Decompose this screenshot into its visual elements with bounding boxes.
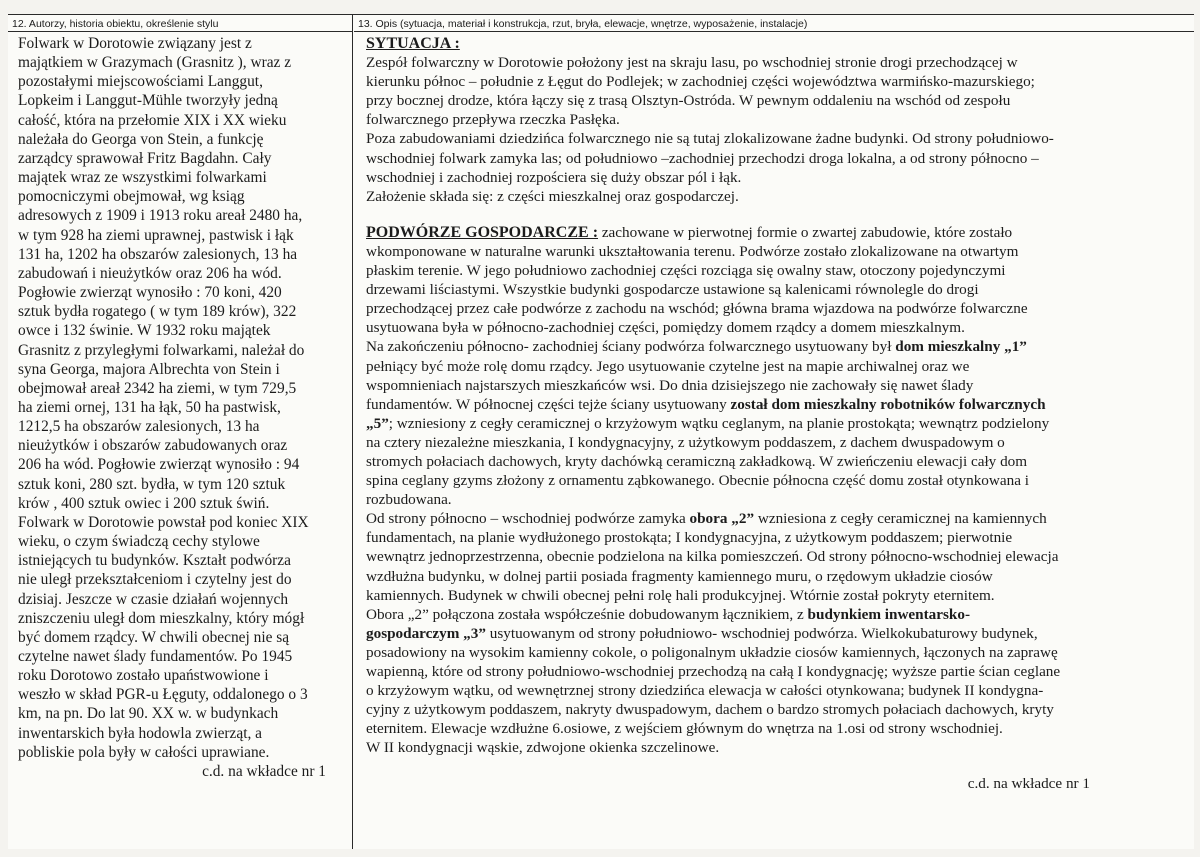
history-line: Folwark w Dorotowie powstał pod koniec XIX [18,513,309,531]
history-column-header: 12. Autorzy, historia obiektu, określenie stylu [8,15,352,32]
history-line: całość, która na przełomie XIX i XX wieku [18,111,287,129]
history-line: inwentarskich była hodowla zwierząt, a [18,724,263,742]
text-line: płaskim terenie. W jego południowo zachodniej części rozciąga się owalny staw, otoczony pojedynczymi [366,262,1006,280]
history-line: nie uległ przekształceniom i czytelny jest do [18,571,292,589]
obora-post: wzniesiona z cegły ceramicznej na kamiennych [754,510,1047,528]
dom1-bold: dom mieszkalny „1” [895,338,1027,356]
history-line: sztuk bydła rogatego ( w tym 189 krów), 322 [18,303,297,321]
text-line: wapienną, które od strony południowo-wschodniej przechodzą na całą I kondygnację; wyższe partie ścian ceglane [366,663,1061,680]
history-line: 206 ha wód. Pogłowie zwierząt wynosiło : 94 [18,456,300,474]
history-line: syna Georga, majora Albrechta von Stein i [18,360,280,378]
history-line: krów , 400 sztuk owiec i 200 sztuk świń. [18,494,270,512]
text-line: wschodniej i zachodniej rozpościera się duży obszar pól i łąk. [366,168,742,186]
dom5-paragraph [366,433,1186,509]
dom5-post: ; wzniesiony z cegły ceramicznej o krzyżowym wątku ceglanym, na planie prostokąta; wewnątrz podzielony [388,414,1050,432]
history-line: obejmował areał 2342 ha ziemi, w tym 729,5 [18,379,297,397]
text-line: Zespół folwarczny w Dorotowie położony jest na skraju lasu, po wschodniej stronie drogi przechodzącej w [366,54,1018,72]
text-line: pełniący być może rolę domu rządcy. Jego usytuowanie czytelne jest na mapie archiwalnej oraz we [366,357,970,375]
text-line: Poza zabudowaniami dziedzińca folwarcznego nie są tutaj zlokalizowane żadne budynki. Od strony południowo- [366,130,1054,148]
inw-bold-number: gospodarczym „3” [366,624,486,642]
history-text [8,32,352,781]
description-column-header: 13. Opis (sytuacja, materiał i konstrukcja, rzut, bryła, elewacje, wnętrze, wyposażenie, instalacje) [354,15,1194,32]
description-continued-note: c.d. na wkładce nr 1 [967,775,1090,793]
history-line: zarządcy sprawował Fritz Bagdahn. Cały [18,149,272,167]
history-line: weszło w skład PGR-u Łęguty, oddalonego o 3 [18,686,308,704]
text-line: na cztery niezależne mieszkania, I kondygnacyjny, z użytkowym poddaszem, z dachem dwuspadowym o [366,433,1005,451]
text-line: fundamentach, na planie wydłużonego prostokąta; I kondygnacyjna, z użytkowym poddaszem; pierwotnie [366,529,1013,547]
podworze-paragraph [366,242,1186,337]
inw-first-line [366,605,1186,624]
history-line: należała do Georga von Stein, a funkcję [18,130,264,148]
text-line: eternitem. Elewacje wzdłużne 6.osiowe, z wejściem głównym do wnętrza na 1.osi od strony wschodniej. [366,720,1003,738]
text-line: Założenie składa się: z części mieszkalnej oraz gospodarczej. [366,187,739,205]
history-line: być domem rządcy. W chwili obecnej nie są [18,628,290,646]
history-line: 1212,5 ha obszarów zalesionych, 13 ha [18,418,260,436]
obora-pre: Od strony północno – wschodniej podwórze zamyka [366,510,690,528]
inw-post: usytuowanym od strony południowo- wschodniej podwórza. Wielkokubaturowy budynek, [485,624,1038,642]
dom5-bold-number: „5” [366,414,389,432]
text-line: kamiennych. Budynek w chwili obecnej pełni rolę hali produkcyjnej. Wtórnie został pokryty eternitem. [366,586,995,604]
history-line: nieużytków i obszarów zabudowanych oraz [18,437,288,455]
history-line: czytelne nawet ślady fundamentów. Po 1945 [18,648,293,665]
sytuacja-heading: SYTUACJA : [366,35,460,52]
description-text [354,32,1194,794]
podworze-heading: PODWÓRZE GOSPODARCZE : [366,223,599,241]
text-line: kierunku północ – południe z Łęgut do Podlejek; w zachodniej części województwa warmińsko-mazurskiego; [366,73,1035,91]
history-line: wieku, o czym świadczą cechy stylowe [18,533,260,551]
history-line: w tym 928 ha ziemi uprawnej, pastwisk i łąk [18,226,294,244]
dom5-pre: fundamentów. W północnej części tejże ściany usytuowany [366,395,731,413]
text-line: wschodniej folwark zamyka las; od południowo –zachodniej przechodzi droga lokalna, a od strony północno – [366,149,1039,167]
text-line: wzdłużna budynku, w dolnej partii posiada fragmenty kamiennego muru, o rzędowym układzie ciosów [366,567,993,585]
sytuacja-paragraph [366,53,1186,206]
dom5-second-line [366,414,1186,433]
inw-second-line [366,624,1186,643]
history-line: pobliskie pola były w całości uprawiane. [18,743,270,761]
dom5-bold: został dom mieszkalny robotników folwarcznych [730,395,1046,413]
text-line: wspomnieniach najstarszych mieszkańców wsi. Do dnia dzisiejszego nie zachowały się nawet ślady [366,376,974,394]
history-line: owce i 132 świnie. W 1932 roku majątek [18,322,271,340]
history-line: pomocniczymi obejmował, wg ksiąg [18,188,245,206]
inventory-card-sheet [8,14,1194,849]
text-line: drzewami liściastymi. Wszystkie budynki gospodarcze ustawione są kalenicami równolegle do drogi [366,281,979,299]
history-line: roku Dorotowo zostało upaństwowione i [18,667,269,685]
history-line: Lopkeim i Langgut-Mühle tworzyły jedną [18,92,278,110]
inw-pre: Obora „2” połączona została współcześnie dobudowanym łącznikiem, z [366,605,808,623]
text-line: posadowiony na wysokim kamienny cokole, o poligonalnym układzie ciosów kamiennych, łączonych na zaprawę [366,643,1058,661]
history-line: sztuk koni, 280 szt. bydła, w tym 120 sztuk [18,475,286,493]
history-line: Grasnitz z przyległymi folwarkami, należał do [18,341,305,359]
podworze-first-line [366,223,1186,242]
history-line: dzisiaj. Jeszcze w czasie działań wojennych [18,590,289,608]
text-line: W II kondygnacji wąskie, zdwojone okienka szczelinowe. [366,739,720,757]
text-line: cyjny z użytkowym poddaszem, nakryty dwuspadowym, dachem o bardzo stromych połaciach dachowych, kryty [366,701,1054,719]
text-line: przy bocznej drodze, która łączy się z trasą Olsztyn-Ostróda. W pewnym oddaleniu na wschód od zespołu [366,92,1011,110]
obora-bold: obora „2” [689,510,755,528]
history-line: istniejących tu budynków. Kształt podwórza [18,552,291,570]
text-line: wewnątrz jednoprzestrzenna, obecnie podzielona na kilka pomieszczeń. Od strony północno-wschodniej elewacja [366,548,1059,566]
history-line: adresowych z 1909 i 1913 roku areał 2480 ha, [18,207,303,225]
text-line: rozbudowana. [366,491,452,509]
history-line: majątek wraz ze wszystkimi folwarkami [18,169,267,187]
history-line: pozostałymi miejscowościami Langgut, [18,73,263,91]
history-line: Pogłowie zwierząt wynosiło : 70 koni, 420 [18,284,282,302]
description-column [354,15,1194,849]
history-line: 131 ha, 1202 ha obszarów zalesionych, 13 ha [18,245,298,263]
obora-paragraph [366,528,1186,604]
history-line: Folwark w Dorotowie związany jest z [18,35,252,52]
dom1-first-line [366,337,1186,356]
history-line: zniszczeniu uległ dom mieszkalny, który mógł [18,609,305,627]
text-line: przechodzącej przez całe podwórze z zachodu na wschód; główna brama wjazdowa na podwórze folwarczne [366,300,1028,318]
inw-paragraph [366,643,1186,758]
text-line: stromych połaciach dachowych, kryty dachówką ceramiczną zakładkową. W zwieńczeniu elewacji cały dom [366,452,1028,470]
history-line: ha ziemi ornej, 131 ha łąk, 50 ha pastwisk, [18,398,281,416]
dom5-first-line [366,395,1186,414]
history-column [8,15,353,849]
history-line: km, na pn. Do lat 90. XX w. w budynkach [18,705,279,723]
text-line: o krzyżowym wątku, od wewnętrznej strony dziedzińca elewacja w całości otynkowana; budynek II kondygna- [366,682,1044,700]
podworze-first-text: zachowane w pierwotnej formie o zwartej zabudowie, które zostało [598,223,1013,241]
text-line: wkomponowane w naturalne warunki ukształtowania terenu. Podwórze zostało zlokalizowane na otwartym [366,242,1019,260]
history-line: majątkiem w Grazymach (Grasnitz ), wraz z [18,54,292,72]
inw-bold: budynkiem inwentarsko- [807,605,971,623]
history-continued-note: c.d. na wkładce nr 1 [202,762,326,780]
history-line: zabudowań i nieużytków oraz 206 ha wód. [18,264,282,282]
text-line: usytuowana była w północno-zachodniej części, pomiędzy domem rządcy a domem mieszkalnym. [366,319,965,337]
obora-first-line [366,509,1186,528]
text-line: spina ceglany gzyms złożony z ornamentu ząbkowanego. Obecnie północna część domu został otynkowana i [366,472,1029,490]
dom1-paragraph [366,357,1186,395]
dom1-pre: Na zakończeniu północno- zachodniej ściany podwórza folwarcznego usytuowany był [366,338,896,356]
text-line: folwarcznego przepływa rzeczka Pasłęka. [366,111,620,129]
